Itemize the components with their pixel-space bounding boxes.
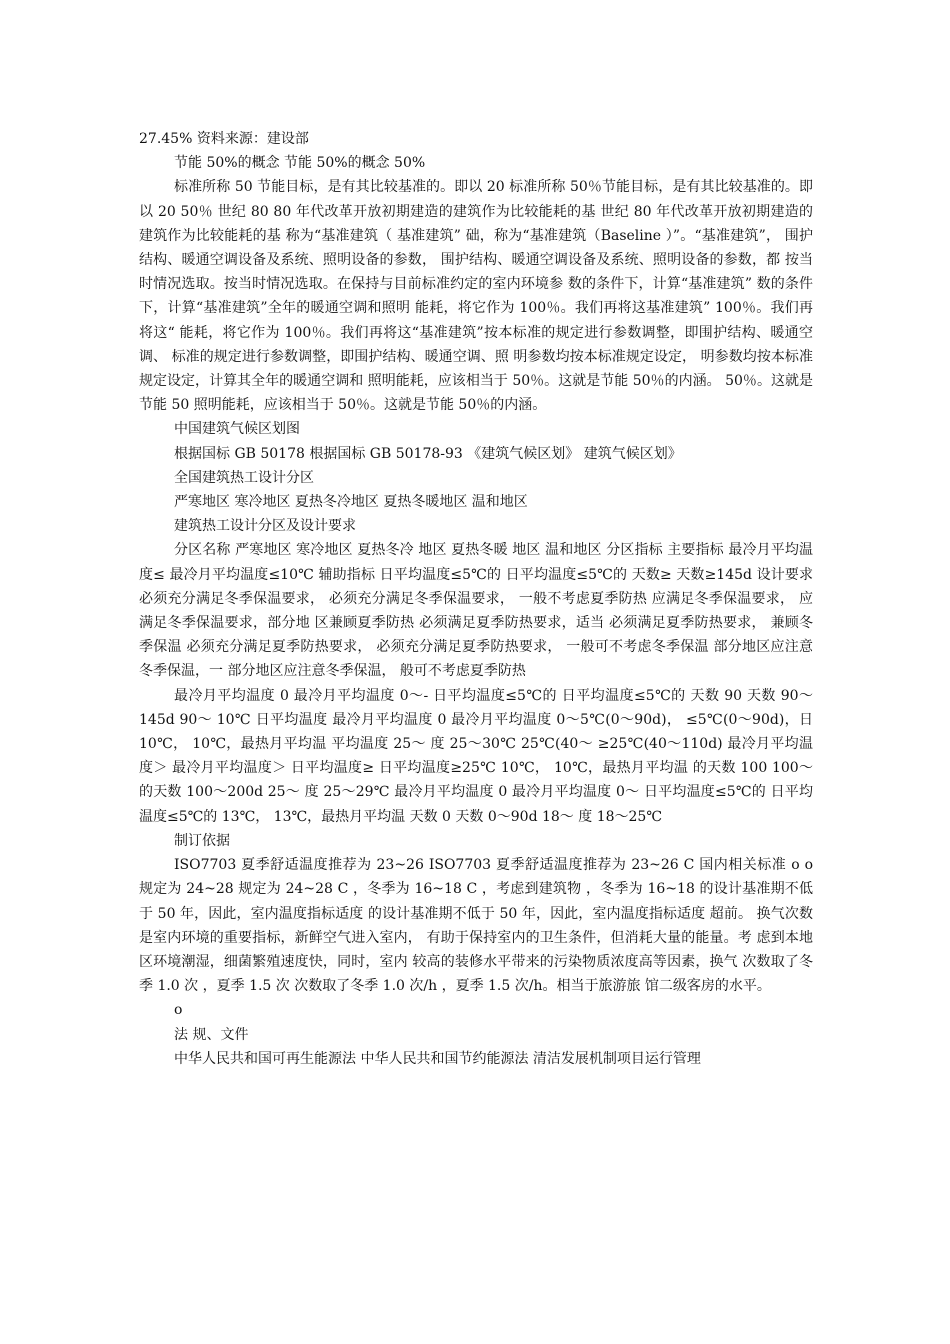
paragraph-iso7703: ISO7703 夏季舒适温度推荐为 23~26 ISO7703 夏季舒适温度推荐为 23~26 C 国内相关标准 o o 规定为 24~28 规定为 24~28 C ，冬季为 16~18 C ，考虑到建筑物 ，冬季为 16~18 的设计基准期不低于 50 年，因此，室内温度指标适度 的设计基准期不低于 50 年，因此，室内温度指标适度 超前。 换气次数是室内环境的重要指标，新鲜空气进入室内， 有助于保持室内的卫生条件，但消耗大量的能量。考 虑到本地区环境潮湿，细菌繁殖速度快，同时，室内 较高的装修水平带来的污染物质浓度高等因素，换气 次数取了冬季 1.0 次 ，夏季 1.5 次 次数取了冬季 1.0 次/h ，夏季 1.5 次/h。相当于旅游旅 馆二级客房的水平。 [139,857,813,995]
paragraph-temperature-ranges: 最冷月平均温度 0 最冷月平均温度 0～- 日平均温度≤5℃的 日平均温度≤5℃的 天数 90 天数 90～145d 90～ 10℃ 日平均温度 最冷月平均温度 0 最冷月平均温度 0～5℃(0～90d)， ≤5℃(0～90d)，日 10℃， 10℃，最热月平均温 平均温度 25～ 度 25～30℃ 25℃(40～ ≥25℃(40～110d) 最冷月平均温度＞ 最冷月平均温度＞ 日平均温度≥ 日平均温度≥25℃ 10℃， 10℃，最热月平均温 的天数 100 100～ 的天数 100～200d 25～ 度 25～29℃ 最冷月平均温度 0 最冷月平均温度 0～ 日平均温度≤5℃的 日平均温度≤5℃的 13℃， 13℃，最热月平均温 天数 0 天数 0～90d 18～ 度 18～25℃ [139,687,813,825]
stray-character: o [174,1002,183,1019]
paragraph-baseline-building: 标准所称 50 节能目标，是有其比较基准的。即以 20 标准所称 50％节能目标，是有其比较基准的。即以 20 50％ 世纪 80 80 年代改革开放初期建造的建筑作为比较能耗的基 世纪 80 年代改革开放初期建造的建筑作为比较能耗的基 称为“基准建筑（ 基准建筑” 础，称为“基准建筑（Baseline ）”。“基准建筑”， 围护结构、暖通空调设备及系统、照明设备的参数， 围护结构、暖通空调设备及系统、照明设备的参数，都 按当时情况选取。按当时情况选取。在保持与目前标准约定的室内环境参 数的条件下，计算“基准建筑” 数的条件下，计算“基准建筑”全年的暖通空调和照明 能耗，将它作为 100％。我们再将这基准建筑” 100％。我们再将这“ 能耗，将它作为 100％。我们再将这“基准建筑”按本标准的规定进行参数调整，即围护结构、暖通空调、 标准的规定进行参数调整，即围护结构、暖通空调、照 明参数均按本标准规定设定， 明参数均按本标准规定设定，计算其全年的暖通空调和 照明能耗，应该相当于 50％。这就是节能 50％的内涵。 50％。这就是节能 50 照明能耗，应该相当于 50％。这就是节能 50％的内涵。 [139,179,813,414]
heading-regulations: 法 规、文件 [174,1026,249,1043]
heading-basis: 制订依据 [174,832,230,849]
heading-zone-requirements: 建筑热工设计分区及设计要求 [174,518,356,535]
zone-list: 严寒地区 寒冷地区 夏热冬冷地区 夏热冬暖地区 温和地区 [174,494,528,511]
heading-energy-saving-concept: 节能 50%的概念 节能 50%的概念 50% [174,155,426,172]
paragraph-zone-indicators: 分区名称 严寒地区 寒冷地区 夏热冬冷 地区 夏热冬暖 地区 温和地区 分区指标 主要指标 最冷月平均温度≤ 最冷月平均温度≤10℃ 辅助指标 日平均温度≤5℃的 日平均温度≤5℃的 天数≥ 天数≥145d 设计要求 必须充分满足冬季保温要求， 必须充分满足冬季保温要求， 一般不考虑夏季防热 应满足冬季保温要求， 应满足冬季保温要求，部分地 区兼顾夏季防热 必须满足夏季防热要求，适当 必须满足夏季防热要求， 兼顾冬季保温 必须充分满足夏季防热要求， 必须充分满足夏季防热要求， 一般可不考虑冬季保温 部分地区应注意冬季保温，一 部分地区应注意冬季保温， 般可不考虑夏季防热 [139,542,813,680]
heading-thermal-design-zones: 全国建筑热工设计分区 [174,469,314,486]
source-line: 27.45% 资料来源：建设部 [139,131,309,147]
document-body [139,127,813,1071]
paragraph-gb-standard: 根据国标 GB 50178 根据国标 GB 50178-93 《建筑气候区划》 建筑气候区划》 [174,445,682,462]
heading-climate-zoning-map: 中国建筑气候区划图 [174,421,300,438]
paragraph-laws: 中华人民共和国可再生能源法 中华人民共和国节约能源法 清洁发展机制项目运行管理 [174,1050,701,1067]
